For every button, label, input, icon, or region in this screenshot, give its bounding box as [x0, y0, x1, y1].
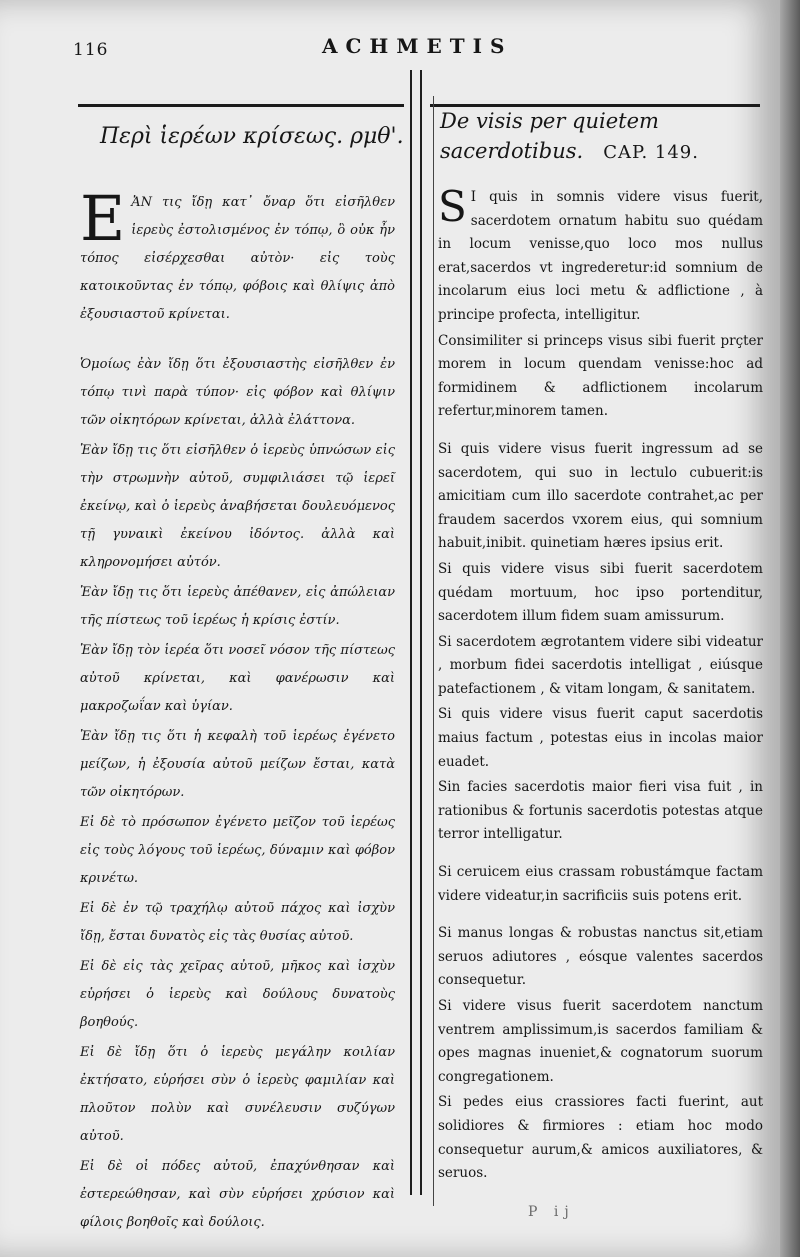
- latin-paragraph: Si quis videre visus sibi fuerit sacerdotem quédam mortuum, hoc ipso portenditur, sacerdotem illum fidem suam amissurum.: [438, 560, 763, 625]
- greek-paragraph: Ὁμοίως ἐὰν ἴδῃ ὅτι ἐξουσιαστὴς εἰσῆλθεν ἐν τόπῳ τινὶ παρὰ τύπον· εἰς φόβον καὶ θλίψιν τῶν οἰκητόρων κρίνεται, ἀλλὰ ἐλάττονα.: [80, 357, 395, 428]
- greek-paragraph: Εἰ δὲ εἰς τὰς χεῖρας αὐτοῦ, μῆκος καὶ ἰσχὺν εὑρήσει ὁ ἱερεὺς καὶ δούλους δυνατοὺς βοηθούς.: [80, 959, 395, 1030]
- header-rule-left: [78, 104, 404, 107]
- greek-chapter-title: Περὶ ἱερέων κρίσεως. ρμθ'.: [100, 124, 404, 149]
- latin-paragraph: Si pedes eius crassiores facti fuerint, aut solidiores & firmiores : etiam hoc modo consequetur aurum,& amicos auxiliatores, & seruos.: [438, 1094, 763, 1182]
- latin-paragraph: Si quis videre visus fuerit ingressum ad se sacerdotem, qui suo in lectulo cubuerit:is amicitiam cum illo sacerdote contrahet,ac per fraudem sacerdos vxorem eius, qui somnium habuit,inibit. quinetiam hæres ipsius erit.: [438, 440, 763, 552]
- greek-paragraph: Εἰ δὲ οἱ πόδες αὐτοῦ, ἐπαχύνθησαν καὶ ἐστερεώθησαν, καὶ σὺν εὑρήσει χρύσιον καὶ φίλοις βοηθοῖς καὶ δούλοις.: [80, 1159, 395, 1230]
- column-divider: [420, 70, 422, 1195]
- latin-paragraph: Sin facies sacerdotis maior fieri visa fuit , in rationibus & fortunis sacerdotis potestas atque terror intelligatur.: [438, 779, 763, 843]
- greek-paragraph: ΕἈΝ τις ἴδῃ κατ᾽ ὄναρ ὅτι εἰσῆλθεν ἱερεὺς ἐστολισμένος ἐν τόπῳ, ὃ οὐκ ἦν τόπος εἰσέρχεσθαι αὐτὸν· εἰς τοὺς κατοικοῦντας ἐν τόπῳ, φόβοις καὶ θλίψις ἀπὸ ἐξουσιαστοῦ κρίνεται.: [80, 182, 395, 322]
- latin-chapter-title: [440, 106, 763, 168]
- latin-paragraph: Si videre visus fuerit sacerdotem nanctum ventrem amplissimum,is sacerdos familiam & opes magnas inueniet,& cognatorum suorum congregationem.: [438, 998, 763, 1085]
- chapter-number: CAP. 149.: [603, 142, 699, 163]
- latin-paragraph: Si ceruicem eius crassam robustámque factam videre videatur,in sacrificiis suis potens erit.: [438, 864, 763, 904]
- greek-column: [80, 118, 404, 1237]
- latin-paragraph: Si manus longas & robustas nanctus sit,etiam seruos adiutores , eósque valentes sacerdos consequetur.: [438, 925, 763, 989]
- latin-paragraph: Consimiliter si princeps visus sibi fuerit prçter morem in locum quendam venisse:hoc ad formidinem & adflictionem incolarum refertur,minorem tamen.: [438, 332, 763, 420]
- running-title: ACHMETIS: [322, 34, 513, 58]
- greek-paragraph: Εἰ δὲ ἐν τῷ τραχήλῳ αὐτοῦ πάχος καὶ ἰσχὺν ἴδῃ, ἔσται δυνατὸς εἰς τὰς θυσίας αὐτοῦ.: [80, 901, 395, 944]
- greek-paragraph: Εἰ δὲ τὸ πρόσωπον ἐγένετο μεῖζον τοῦ ἱερέως εἰς τοὺς λόγους τοῦ ἱερέως, δύναμιν καὶ φόβον κρινέτω.: [80, 815, 395, 886]
- latin-title-text: De visis per quietem sacerdotibus.: [440, 109, 659, 163]
- page-number: 116: [73, 40, 109, 60]
- drop-initial: S: [438, 182, 467, 231]
- drop-initial: Ε: [80, 182, 126, 255]
- page-gutter-edge: [780, 0, 800, 1257]
- column-divider: [433, 96, 434, 1206]
- latin-paragraph: Si quis videre visus fuerit caput sacerdotis maius factum , potestas eius in incolas maior euadet.: [438, 706, 763, 770]
- latin-paragraph: Si sacerdotem ægrotantem videre sibi videatur , morbum fidei sacerdotis intelligat , eiúsque patefactionem , & vitam longam, & sanitatem.: [438, 633, 763, 697]
- greek-paragraph: Ἐὰν ἴδῃ τις ὅτι ἡ κεφαλὴ τοῦ ἱερέως ἐγένετο μείζων, ἡ ἐξουσία αὐτοῦ μείζων ἔσται, κατὰ τῶν οἰκητόρων.: [80, 729, 395, 800]
- latin-column: [438, 104, 763, 1186]
- latin-paragraph: S I quis in somnis videre visus fuerit, sacerdotem ornatum habitu suo quédam in locum venisse,quo loco mos nullus erat,sacerdos vt ingrederetur:id somnium de incolarum eius loci metu & adflictione , à principe profecta, intelligitur.: [438, 182, 763, 323]
- signature-mark: P ij: [528, 1204, 575, 1220]
- greek-paragraph: Ἐὰν ἴδῃ τις ὅτι ἱερεὺς ἀπέθανεν, εἰς ἀπώλειαν τῆς πίστεως τοῦ ἱερέως ἡ κρίσις ἐστίν.: [80, 585, 395, 628]
- greek-paragraph: Εἰ δὲ ἴδῃ ὅτι ὁ ἱερεὺς μεγάλην κοιλίαν ἐκτήσατο, εὑρήσει σὺν ὁ ἱερεὺς φαμιλίαν καὶ πλοῦτον πολὺν καὶ συνέλευσιν συζύγων αὐτοῦ.: [80, 1045, 395, 1144]
- column-divider: [410, 70, 412, 1195]
- greek-paragraph: Ἐὰν ἴδῃ τις ὅτι εἰσῆλθεν ὁ ἱερεὺς ὑπνώσων εἰς τὴν στρωμνὴν αὐτοῦ, συμφιλιάσει τῷ ἱερεῖ ἐκείνῳ, καὶ ὁ ἱερεὺς ἀναβήσεται δουλευόμενος τῇ γυναικὶ ἐκείνου ἰδόντος. ἀλλὰ καὶ κληρονομήσει αὐτόν.: [80, 443, 395, 570]
- greek-paragraph: Ἐὰν ἴδῃ τὸν ἱερέα ὅτι νοσεῖ νόσον τῆς πίστεως αὐτοῦ κρίνεται, καὶ φανέρωσιν καὶ μακροζωΐαν καὶ ὑγίαν.: [80, 643, 395, 714]
